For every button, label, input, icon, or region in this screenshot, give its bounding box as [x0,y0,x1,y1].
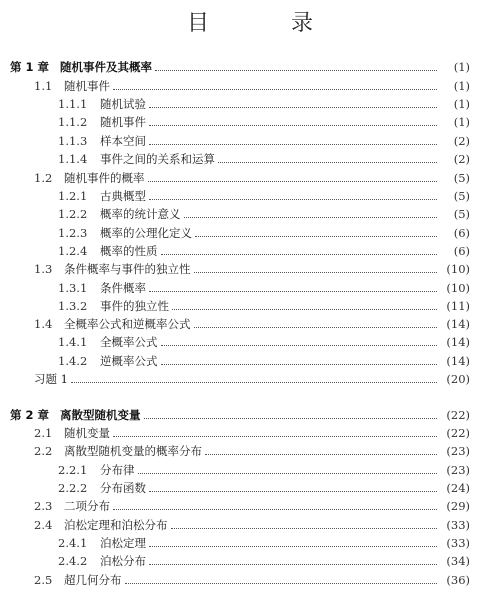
toc-page-number: (29) [446,499,470,513]
toc-title: 全概率公式 [100,335,158,349]
toc-row-ch2[interactable] [10,406,470,424]
toc-number: 1.1.2 [58,115,88,129]
toc-row-s1-2-1[interactable] [58,187,470,205]
toc-number: 1.1.1 [58,97,88,111]
dot-leader [155,69,437,71]
toc-page-number: (22) [446,426,470,440]
toc-page-number: (33) [446,518,470,532]
toc-title: 条件概率与事件的独立性 [64,262,191,276]
dot-leader [113,508,437,510]
toc-row-s1-2-4[interactable] [58,242,470,260]
toc-page-number: (1) [453,79,470,93]
dot-leader [149,290,437,292]
toc-number: 1.4.1 [58,335,88,349]
toc-row-s1-2-3[interactable] [58,224,470,242]
toc-title: 泊松定理和泊松分布 [64,518,168,532]
toc-page-number: (10) [446,281,470,295]
toc-row-s1-1-3[interactable] [58,132,470,150]
toc-page-number: (1) [453,97,470,111]
toc-title: 随机事件及其概率 [60,60,152,74]
toc-number: 1.3.1 [58,281,88,295]
dot-leader [113,88,437,90]
toc-row-ch1[interactable] [10,58,470,76]
toc-page-number: (23) [446,463,470,477]
toc-number: 2.2.1 [58,463,88,477]
toc-page-number: (6) [453,244,470,258]
dot-leader [149,143,437,145]
toc-page-number: (14) [446,317,470,331]
toc-title: 泊松定理 [100,536,146,550]
toc-title: 概率的统计意义 [100,207,181,221]
toc-number: 2.2 [34,444,53,458]
toc-row-s2-4-2[interactable] [58,552,470,570]
toc-page-number: (2) [453,152,470,166]
toc-number: 第 2 章 [10,408,50,422]
toc-title: 样本空间 [100,134,146,148]
toc-row-s1-4[interactable] [34,315,470,333]
toc-title: 古典概型 [100,189,146,203]
toc-title: 泊松分布 [100,554,146,568]
toc-page-number: (24) [446,481,470,495]
toc-title: 随机试验 [100,97,146,111]
dot-leader [194,326,438,328]
toc-page-number: (20) [446,372,470,386]
toc-row-s1-1-4[interactable] [58,150,470,168]
toc-number: 2.3 [34,499,53,513]
dot-leader [149,563,437,565]
toc-title: 概率的性质 [100,244,158,258]
toc-page-number: (34) [446,554,470,568]
toc-number: 1.2.1 [58,189,88,203]
toc-number: 1.1.3 [58,134,88,148]
toc-row-s2-2[interactable] [34,442,470,460]
toc-number: 2.5 [34,573,53,587]
toc-title: 二项分布 [64,499,110,513]
toc-page-number: (1) [453,60,470,74]
dot-leader [149,490,437,492]
dot-leader [218,161,437,163]
toc-row-s2-4[interactable] [34,516,470,534]
toc-row-s1-3-2[interactable] [58,297,470,315]
toc-row-s1-3[interactable] [34,260,470,278]
toc-row-s1-1[interactable] [34,77,470,95]
toc-row-s2-1[interactable] [34,424,470,442]
toc-title: 超几何分布 [64,573,122,587]
toc-number: 1.3.2 [58,299,88,313]
dot-leader [184,216,438,218]
toc-number: 1.2.3 [58,226,88,240]
toc-row-s1-1-1[interactable] [58,95,470,113]
toc-number: 1.2.2 [58,207,88,221]
dot-leader [148,180,438,182]
toc-number: 2.1 [34,426,53,440]
toc-title: 事件的独立性 [100,299,169,313]
toc-row-s2-2-1[interactable] [58,461,470,479]
toc-number: 1.4 [34,317,53,331]
dot-leader [113,435,437,437]
toc-title: 离散型随机变量 [60,408,141,422]
toc-title: 事件之间的关系和运算 [100,152,215,166]
dot-leader [161,253,438,255]
dot-leader [194,271,438,273]
toc-title: 离散型随机变量的概率分布 [64,444,202,458]
toc-row-ex1[interactable] [34,370,470,388]
toc-page-number: (2) [453,134,470,148]
dot-leader [138,472,438,474]
toc-title: 分布律 [100,463,135,477]
toc-page-number: (6) [453,226,470,240]
toc-page-number: (10) [446,262,470,276]
dot-leader [149,545,437,547]
toc-title: 随机事件的概率 [64,171,145,185]
dot-leader [71,381,437,383]
toc-row-s2-4-1[interactable] [58,534,470,552]
toc-number: 1.2 [34,171,53,185]
toc-number: 1.4.2 [58,354,88,368]
toc-number: 2.4.2 [58,554,88,568]
toc-title: 随机事件 [64,79,110,93]
toc-title: 分布函数 [100,481,146,495]
toc-row-s2-2-2[interactable] [58,479,470,497]
toc-number: 2.2.2 [58,481,88,495]
toc-page-number: (33) [446,536,470,550]
dot-leader [171,527,438,529]
toc-row-s1-4-2[interactable] [58,352,470,370]
page-title: 目 录 [186,11,343,36]
toc-number: 1.1 [34,79,53,93]
toc-page-number: (36) [446,573,470,587]
dot-leader [205,453,437,455]
toc-title: 概率的公理化定义 [100,226,192,240]
toc-page-number: (5) [453,189,470,203]
toc-row-s1-3-1[interactable] [58,279,470,297]
toc-page-number: (22) [446,408,470,422]
toc-title: 全概率公式和逆概率公式 [64,317,191,331]
dot-leader [172,308,437,310]
toc-number: 第 1 章 [10,60,50,74]
toc-page-number: (14) [446,354,470,368]
toc-number: 2.4.1 [58,536,88,550]
toc-title: 条件概率 [100,281,146,295]
toc-title: 逆概率公式 [100,354,158,368]
toc-row-s1-1-2[interactable] [58,113,470,131]
dot-leader [149,124,437,126]
dot-leader [195,235,437,237]
toc-page-number: (14) [446,335,470,349]
toc-row-s1-4-1[interactable] [58,333,470,351]
dot-leader [125,582,438,584]
toc-page-number: (5) [453,171,470,185]
toc-page-number: (11) [446,299,470,313]
toc-number: 1.2.4 [58,244,88,258]
toc-number: 2.4 [34,518,53,532]
toc-page-number: (1) [453,115,470,129]
toc-row-s1-2-2[interactable] [58,205,470,223]
dot-leader [161,344,438,346]
dot-leader [149,198,437,200]
toc-title: 习题 1 [34,372,68,386]
toc-title: 随机事件 [100,115,146,129]
toc-number: 1.1.4 [58,152,88,166]
toc-row-s1-2[interactable] [34,169,470,187]
toc-page-number: (5) [453,207,470,221]
toc-number: 1.3 [34,262,53,276]
dot-leader [144,417,438,419]
toc-row-s2-5[interactable] [34,571,470,589]
toc-title: 随机变量 [64,426,110,440]
dot-leader [149,106,437,108]
dot-leader [161,363,438,365]
toc-row-s2-3[interactable] [34,497,470,515]
toc-page-number: (23) [446,444,470,458]
